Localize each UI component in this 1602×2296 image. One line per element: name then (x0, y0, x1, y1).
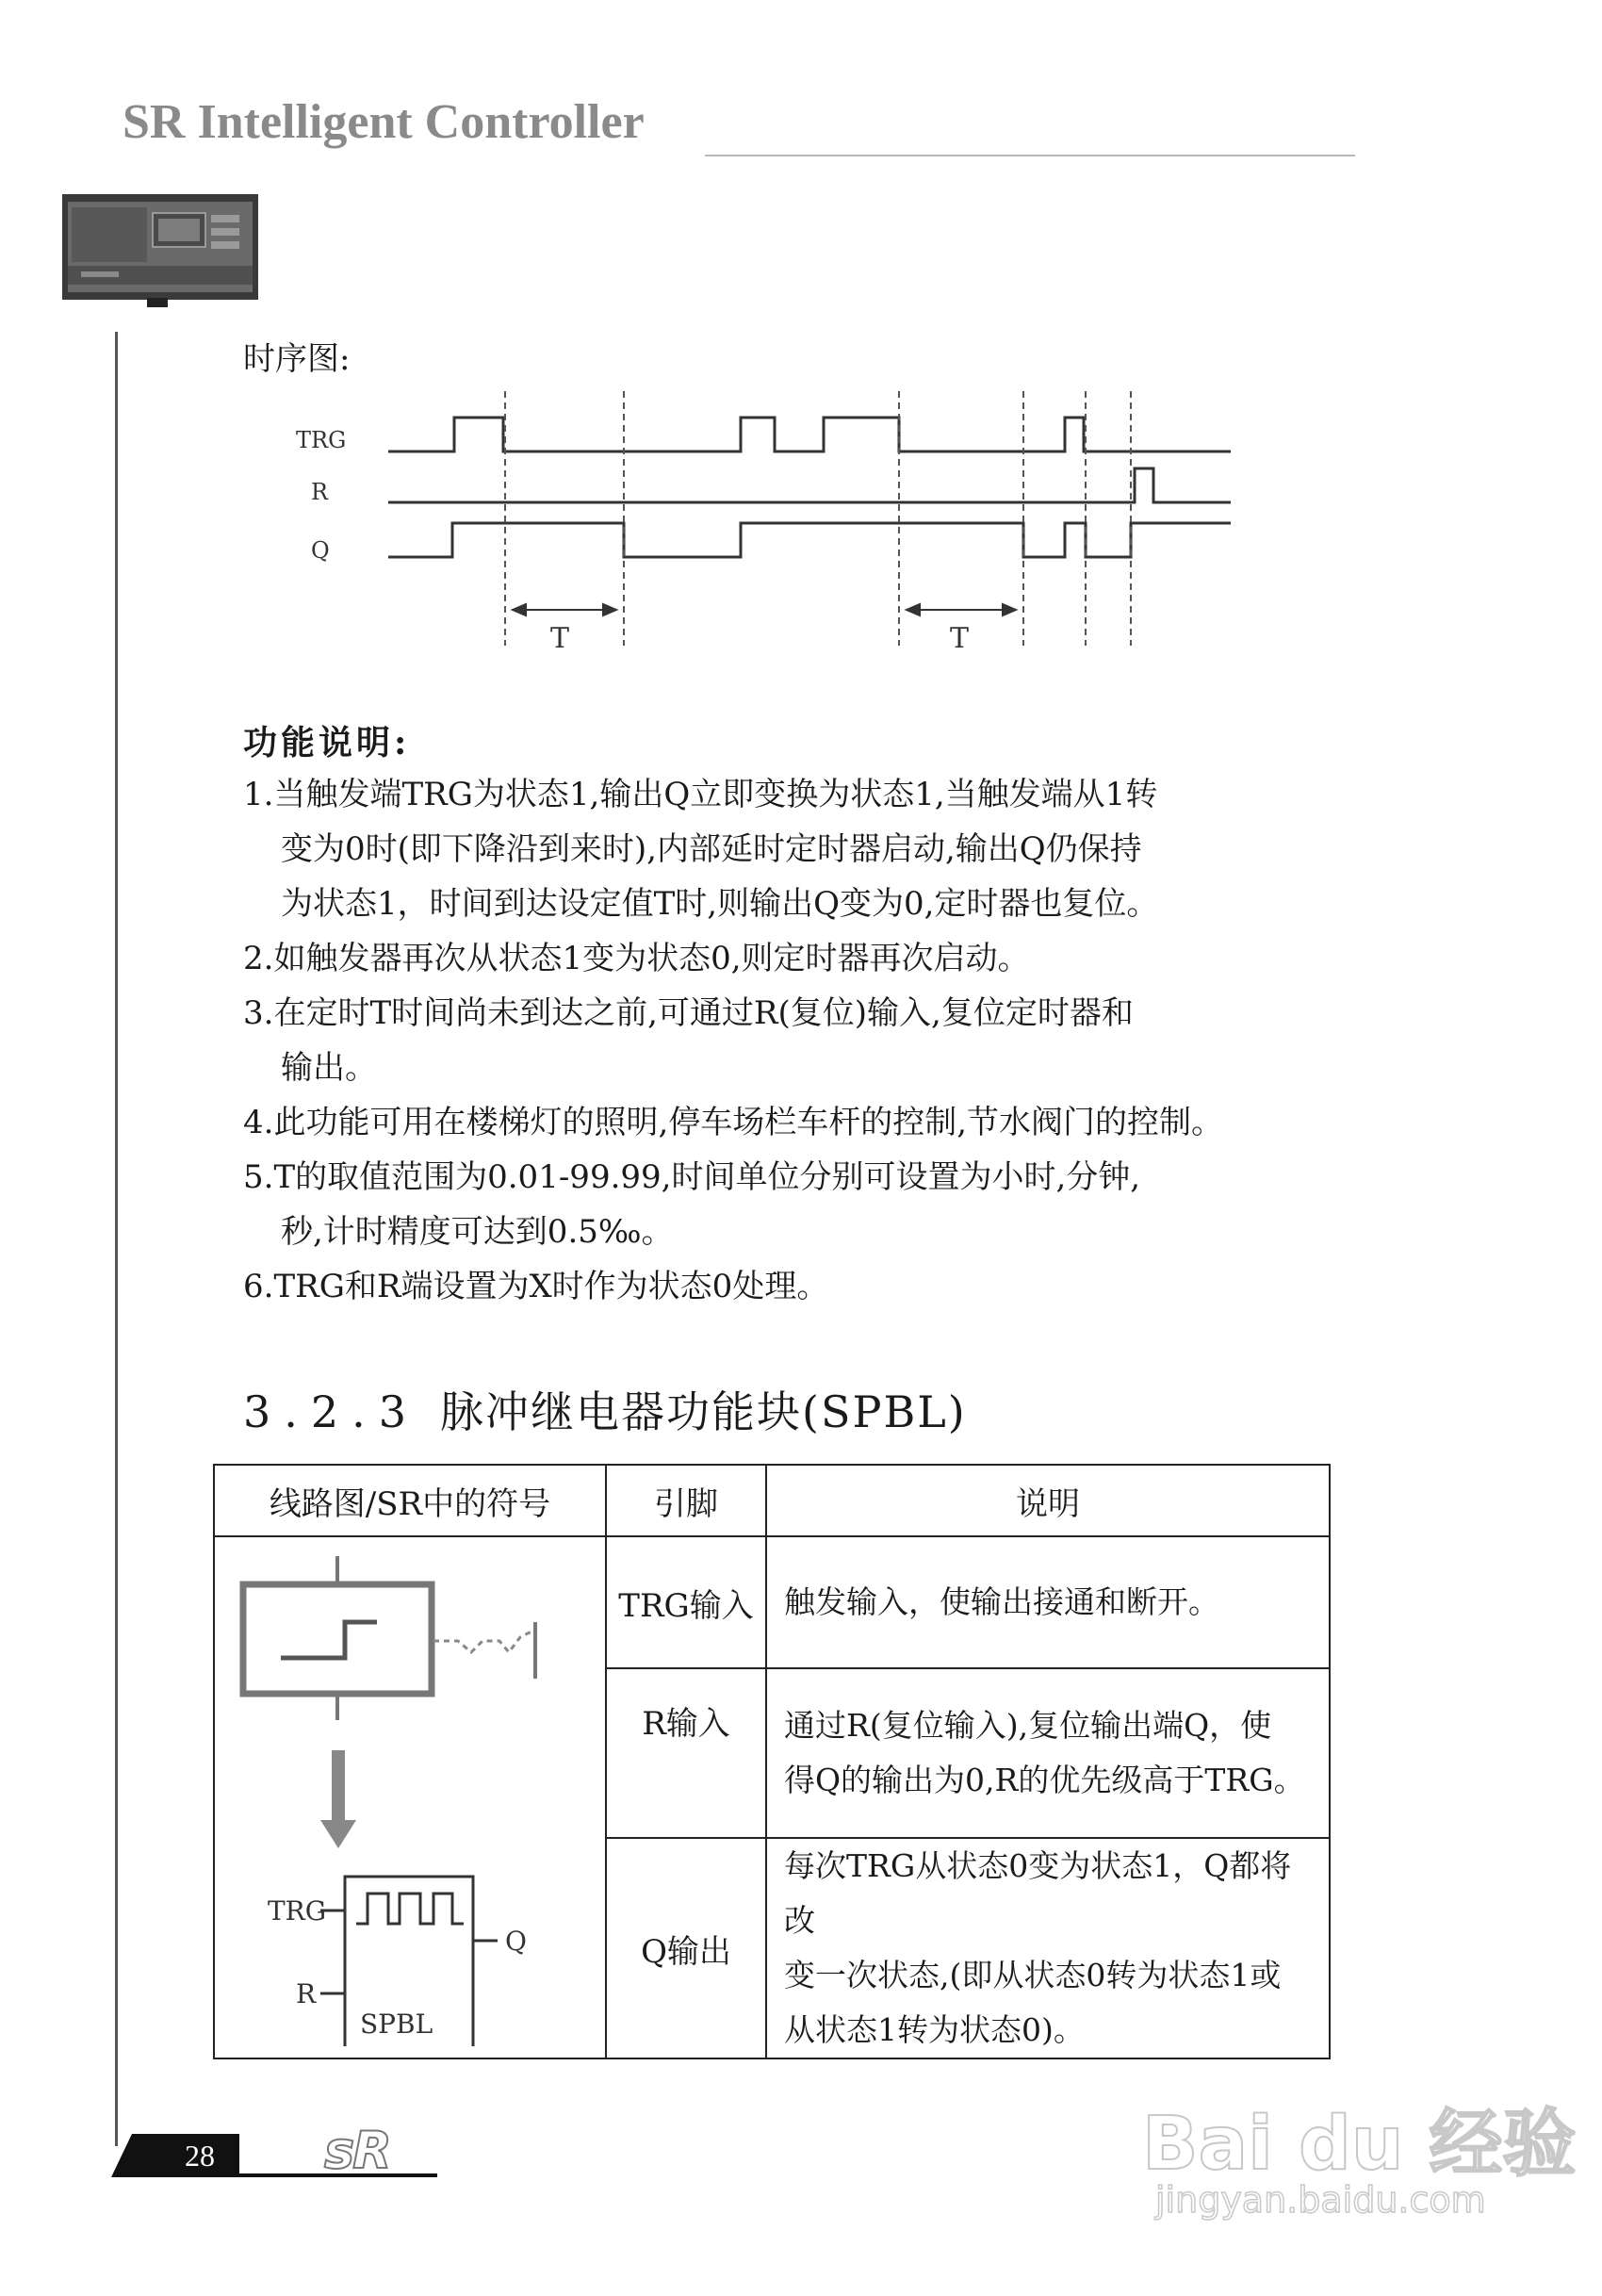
desc-line: 每次TRG从状态0变为状态1，Q都将改 (784, 1847, 1292, 1939)
period-label-1: T (549, 622, 570, 655)
desc-line: 通过R(复位输入),复位输出端Q，使 (784, 1707, 1272, 1744)
left-margin-rule (115, 332, 118, 2146)
table-header-symbol: 线路图/SR中的符号 (214, 1465, 606, 1536)
function-line-6: 输出。 (281, 1049, 377, 1087)
signal-label-q: Q (311, 537, 330, 564)
function-line-3: 为状态1，时间到达设定值T时,则输出Q变为0,定时器也复位。 (281, 885, 1159, 923)
timing-diagram (283, 391, 1253, 664)
function-line-2: 变为0时(即下降沿到来时),内部延时定时器启动,输出Q仍保持 (281, 830, 1142, 868)
function-line-1: 1.当触发端TRG为状态1,输出Q立即变换为状态1,当触发端从1转 (243, 776, 1158, 813)
function-line-8: 5.T的取值范围为0.01-99.99,时间单位分别可设置为小时,分钟, (243, 1158, 1141, 1196)
pin-trg-input: TRG输入 (606, 1536, 766, 1668)
function-heading: 功能说明: (243, 723, 411, 763)
pin-table (213, 1464, 1331, 2059)
trg-waveform (388, 418, 1231, 451)
symbol-output-q: Q (505, 1926, 527, 1957)
section-name: 脉冲继电器功能块(SPBL) (440, 1386, 967, 1437)
spbl-symbol-diagram (215, 1537, 605, 2046)
section-title (243, 1378, 967, 1440)
symbol-block-name: SPBL (360, 2009, 433, 2040)
signal-label-r: R (311, 479, 329, 505)
desc-line: 得Q的输出为0,R的优先级高于TRG。 (784, 1762, 1305, 1798)
desc-line: 变一次状态,(即从状态0转为状态1或 (784, 1957, 1282, 1993)
desc-q-output (766, 1838, 1330, 2058)
pin-r-input: R输入 (606, 1668, 766, 1838)
table-row (214, 1536, 1330, 1668)
signal-label-trg: TRG (296, 427, 347, 453)
q-waveform (388, 523, 1231, 557)
function-line-7: 4.此功能可用在楼梯灯的照明,停车场栏车杆的控制,节水阀门的控制。 (243, 1104, 1224, 1141)
r-waveform (388, 468, 1231, 502)
function-line-5: 3.在定时T时间尚未到达之前,可通过R(复位)输入,复位定时器和 (243, 994, 1134, 1032)
symbol-input-r: R (296, 1978, 317, 2009)
section-number: 3.2.3 (243, 1386, 420, 1437)
baidu-watermark-logo: Bai du 经验 (1142, 2102, 1577, 2187)
table-header-pin: 引脚 (606, 1465, 766, 1536)
symbol-input-trg: TRG (268, 1895, 327, 1927)
header-divider (705, 155, 1355, 156)
baidu-watermark-url: jingyan.baidu.com (1155, 2179, 1486, 2221)
desc-r-input (766, 1668, 1330, 1838)
timing-diagram-label: 时序图: (243, 340, 351, 378)
pin-q-output: Q输出 (606, 1838, 766, 2058)
header-title: SR Intelligent Controller (123, 95, 645, 149)
page-number: 28 (185, 2139, 215, 2173)
desc-line: 触发输入，使输出接通和断开。 (784, 1583, 1219, 1620)
function-line-4: 2.如触发器再次从状态1变为状态0,则定时器再次启动。 (243, 940, 1030, 977)
controller-device-image (62, 194, 258, 307)
footer-sr-logo: sR (324, 2121, 390, 2180)
table-header-row (214, 1465, 1330, 1536)
desc-line: 从状态1转为状态0)。 (784, 2011, 1085, 2048)
desc-trg-input (766, 1536, 1330, 1668)
function-line-9: 秒,计时精度可达到0.5‰。 (281, 1213, 674, 1251)
symbol-cell (214, 1536, 606, 2058)
table-header-description: 说明 (766, 1465, 1330, 1536)
period-label-2: T (949, 622, 970, 655)
function-line-10: 6.TRG和R端设置为X时作为状态0处理。 (243, 1268, 829, 1305)
